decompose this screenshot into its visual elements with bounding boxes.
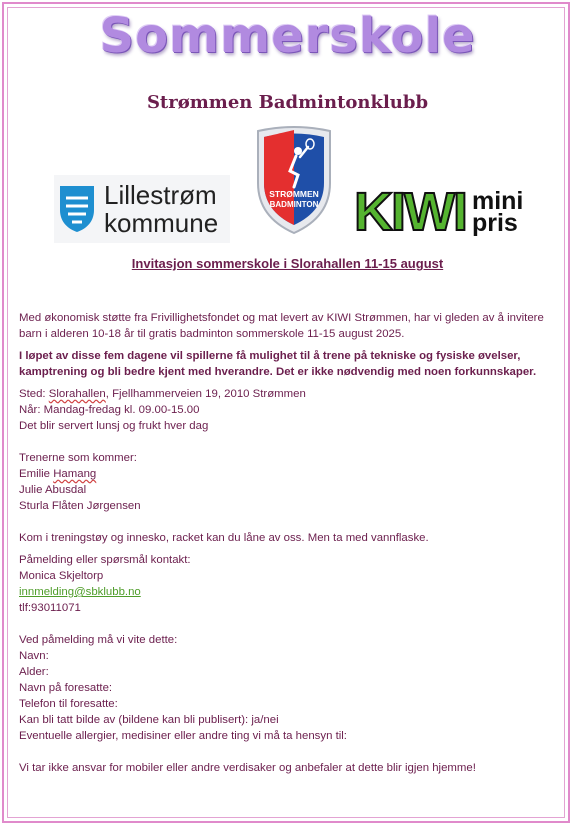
lunch-line: Det blir servert lunsj og frukt hver dag: [19, 420, 209, 432]
registration-field-name[interactable]: Navn:: [19, 650, 49, 662]
municipality-line2: kommune: [104, 208, 219, 238]
contact-name: Monica Skjeltorp: [19, 570, 104, 582]
registration-field-photo-consent[interactable]: Kan bli tatt bilde av (bildene kan bli publisert): ja/nei: [19, 714, 279, 726]
disclaimer-line: Vi tar ikke ansvar for mobiler eller andre verdisaker og anbefaler at dette blir igjen hjemme!: [19, 762, 476, 774]
municipality-line1: Lillestrøm: [104, 180, 217, 210]
contact-phone: tlf:93011071: [19, 602, 81, 614]
trainer-first-name: Emilie: [19, 468, 54, 480]
registration-field-allergies[interactable]: Eventuelle allergier, medisiner eller andre ting vi må ta hensyn til:: [19, 730, 347, 742]
club-name: Strømmen Badmintonklubb: [146, 92, 429, 113]
contact-heading: Påmelding eller spørsmål kontakt:: [19, 554, 191, 566]
municipality-name: [104, 181, 218, 237]
venue-prefix: Sted:: [19, 388, 49, 400]
club-shield-logo: [254, 125, 334, 237]
intro-line: barn i alderen 10-18 år til gratis badminton sommerskole 11-15 august 2025.: [19, 328, 405, 340]
program-description-line: kamptrening og bli bedre kjent med hverandre. Det er ikke nødvendig med noen forkunnskaper.: [19, 366, 537, 378]
venue-address: , Fjellhammerveien 19, 2010 Strømmen: [105, 388, 306, 400]
registration-field-guardian-name[interactable]: Navn på foresatte:: [19, 682, 113, 694]
equipment-line: Kom i treningstøy og innesko, racket kan du låne av oss. Men ta med vannflaske.: [19, 532, 429, 544]
letter-body: [19, 310, 549, 776]
schedule-line: Når: Mandag-fredag kl. 09.00-15.00: [19, 404, 200, 416]
trainer-item: [19, 466, 549, 482]
kiwi-tagline-line2: pris: [471, 209, 518, 237]
program-description-line: I løpet av disse fem dagene vil spillerne få mulighet til å trene på tekniske og fysiske øvelser,: [19, 350, 521, 362]
contact-email-link[interactable]: innmelding@sbklubb.no: [19, 586, 141, 598]
venue-name: Slorahallen: [48, 388, 106, 400]
trainer-item: Julie Abusdal: [19, 484, 87, 496]
registration-field-guardian-phone[interactable]: Telefon til foresatte:: [19, 698, 118, 710]
trainers-heading: Trenerne som kommer:: [19, 452, 137, 464]
trainer-item: Sturla Flåten Jørgensen: [19, 500, 141, 512]
intro-line: Med økonomisk støtte fra Frivillighetsfondet og mat levert av KIWI Strømmen, har vi gleden av å invitere: [19, 312, 544, 324]
page-title: Sommerskole: [99, 8, 476, 64]
club-logo-line1: STRØMMEN: [269, 189, 319, 199]
venue-line: [19, 386, 549, 402]
registration-field-age[interactable]: Alder:: [19, 666, 49, 678]
kiwi-word: KIWI: [354, 182, 466, 242]
lillestrom-kommune-logo: [54, 175, 230, 243]
club-logo-line2: BADMINTON: [269, 200, 319, 209]
trainer-last-name: Hamang: [53, 468, 97, 480]
invitation-heading: Invitasjon sommerskole i Slorahallen 11-15 august: [131, 256, 444, 271]
kiwi-minipris-logo: [354, 182, 524, 242]
kiwi-tagline: [471, 187, 524, 237]
municipality-shield-icon: [58, 184, 96, 234]
kiwi-tagline-line1: mini: [471, 187, 524, 215]
registration-heading: Ved påmelding må vi vite dette:: [19, 634, 178, 646]
